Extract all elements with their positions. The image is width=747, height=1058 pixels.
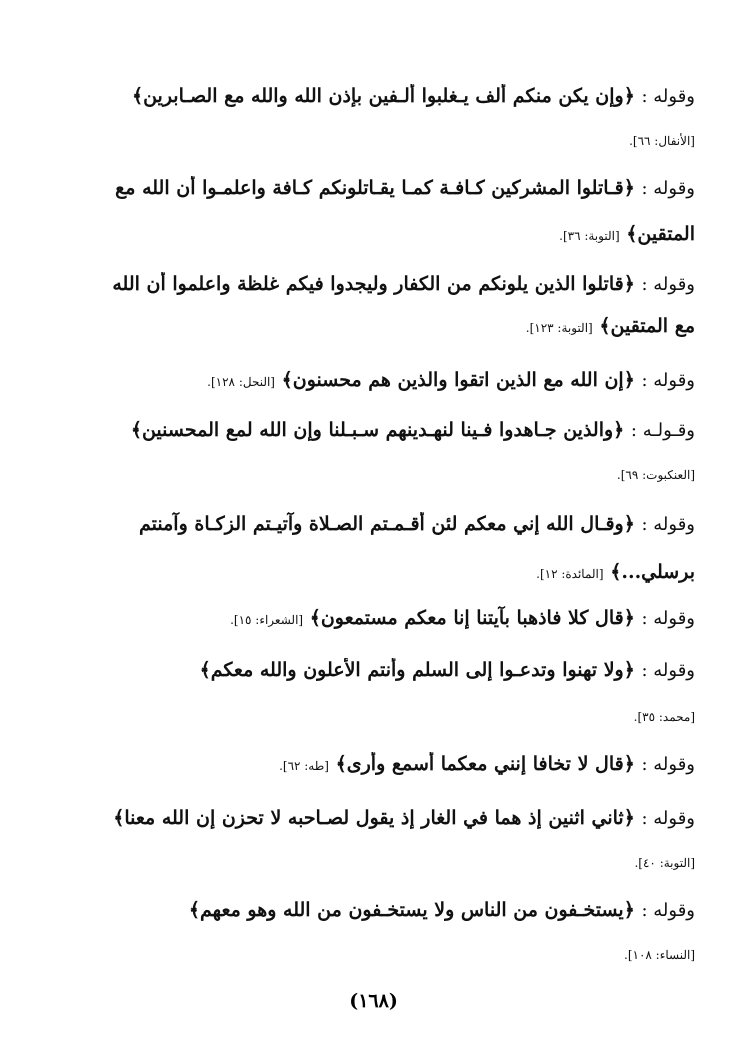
verse-reference: [محمد: ٣٥]. — [633, 710, 695, 724]
verse-reference: [التوبة: ٤٠]. — [634, 856, 695, 870]
verse-4-line-1 — [60, 368, 695, 393]
verse-text: ﴿ثاني اثنين إذ هما في الغار إذ يقول لصـاحبه لا تحزن إن الله معنا﴾ — [113, 807, 635, 829]
verse-text: ﴿قاتلوا الذين يلونكم من الكفار وليجدوا فيكم غلظة واعلموا أن الله — [112, 273, 635, 295]
verse-intro: وقوله : — [641, 274, 695, 295]
verse-7-line-1 — [60, 606, 695, 631]
verse-reference: [الشعراء: ١٥]. — [230, 613, 304, 627]
verse-text: ﴿وإن يكن منكم ألف يـغلبوا ألـفين بإذن الله والله مع الصـابرين﴾ — [131, 85, 635, 107]
verse-reference: [النساء: ١٠٨]. — [624, 948, 695, 962]
verse-intro: وقوله : — [641, 86, 695, 107]
verse-intro: وقوله : — [641, 660, 695, 681]
verse-2-line-2 — [60, 222, 695, 247]
verse-text: ﴿يستخـفون من الناس ولا يستخـفون من الله وهو معهم﴾ — [188, 899, 635, 921]
verse-10-line-1 — [60, 806, 695, 831]
verse-text: ﴿والذين جـاهدوا فـينا لنهـدينهم سـبـلنا وإن الله لمع المحسنين﴾ — [130, 419, 625, 441]
verse-text: ﴿إن الله مع الذين اتقوا والذين هم محسنون﴾ — [281, 369, 635, 391]
verse-6-line-1 — [60, 512, 695, 537]
verse-6-line-2 — [60, 560, 695, 585]
verse-text: ﴿قال لا تخافا إنني معكما أسمع وأرى﴾ — [335, 753, 635, 775]
verse-intro: وقوله : — [641, 808, 695, 829]
verse-text: ﴿قال كلا فاذهبا بآيتنا إنا معكم مستمعون﴾ — [309, 607, 635, 629]
page-number: (١٦٨) — [349, 990, 398, 1012]
verse-text: المتقين﴾ — [626, 223, 695, 245]
verse-reference: [النحل: ١٢٨]. — [207, 375, 275, 389]
verse-reference: [طه: ٦٢]. — [279, 759, 329, 773]
verse-3-line-2 — [60, 314, 695, 339]
verse-reference: [الأنفال: ٦٦]. — [629, 134, 695, 148]
verse-reference: [المائدة: ١٢]. — [536, 567, 604, 581]
verse-text: ﴿وقـال الله إني معكم لئن أقـمـتم الصـلاة وآتيـتم الزكـاة وآمنتم — [139, 513, 635, 535]
verse-2-line-1 — [60, 176, 695, 201]
verse-text: برسلي...﴾ — [610, 561, 695, 583]
verse-intro: وقوله : — [641, 370, 695, 391]
verse-5-ref-line — [60, 464, 695, 485]
verse-9-line-1 — [60, 752, 695, 777]
verse-reference: [العنكبوت: ٦٩]. — [616, 468, 695, 482]
verse-11-ref-line — [60, 944, 695, 965]
verse-text: ﴿قـاتلوا المشركين كـافـة كمـا يقـاتلونكم كـافة واعلمـوا أن الله مع — [115, 177, 635, 199]
verse-11-line-1 — [60, 898, 695, 923]
verse-reference: [التوبة: ٣٦]. — [559, 229, 620, 243]
verse-5-line-1 — [60, 418, 695, 443]
verse-intro: وقوله : — [641, 514, 695, 535]
verse-8-ref-line — [60, 706, 695, 727]
verse-intro: وقوله : — [641, 178, 695, 199]
verse-intro: وقوله : — [641, 754, 695, 775]
verse-intro: وقوله : — [641, 608, 695, 629]
verse-text: ﴿ولا تهنوا وتدعـوا إلى السلم وأنتم الأعلون والله معكم﴾ — [199, 659, 635, 681]
verse-10-ref-line — [60, 852, 695, 873]
verse-text: مع المتقين﴾ — [599, 315, 695, 337]
verse-1-line-1 — [60, 84, 695, 109]
verse-intro: وقـولـه : — [630, 420, 695, 441]
verse-intro: وقوله : — [641, 900, 695, 921]
verse-3-line-1 — [60, 272, 695, 297]
verse-1-ref-line — [60, 130, 695, 151]
verse-reference: [التوبة: ١٢٣]. — [525, 321, 593, 335]
verse-8-line-1 — [60, 658, 695, 683]
